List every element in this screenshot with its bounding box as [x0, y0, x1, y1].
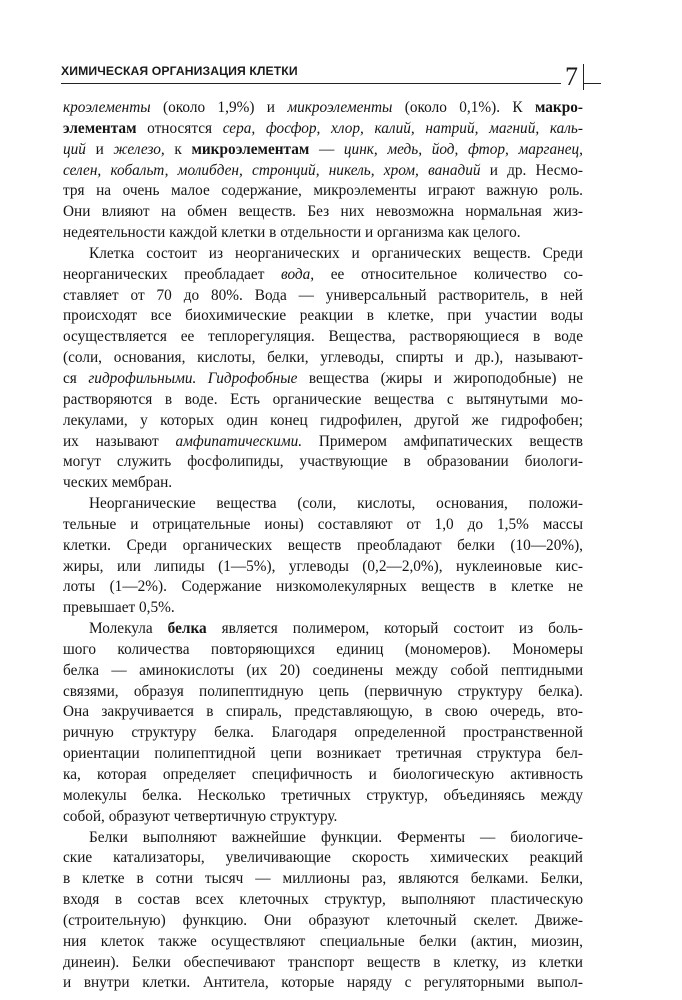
paragraph [63, 244, 583, 494]
text-line [63, 515, 583, 536]
text-run: (соли, основания, кислоты, белки, углеводы, спирты и др.), называют- [63, 349, 583, 367]
text-line [63, 682, 583, 703]
text-run: в клетке в сотни тысяч — миллионы раз, являются белками. Белки, [63, 870, 583, 888]
text-line [63, 452, 583, 473]
text-run: и др. Несмо- [480, 161, 583, 179]
page-number-divider [583, 64, 584, 90]
text-run: лоты (1—2%). Содержание низкомолекулярных веществ в клетке не [63, 578, 583, 596]
text-run: ские катализаторы, увеличивающие скорость химических реакций [63, 849, 583, 867]
text-run: лекулами, у которых один конец гидрофилен, другой же гидрофобен; [63, 411, 583, 429]
text-run: (около 0,1%). К [392, 99, 535, 116]
text-run: клетки. Среди органических веществ преобладают белки (10—20%), [63, 536, 583, 554]
text-run: к [164, 140, 192, 158]
text-run: жиры, или липиды (1—5%), углеводы (0,2—2,0%), нуклеиновые кис- [63, 557, 583, 575]
text-line [63, 828, 583, 849]
text-line [63, 202, 583, 223]
text-run: превышает 0,5%. [63, 599, 175, 617]
text-line [63, 598, 583, 619]
text-run: молекулы белка. Несколько третичных структур, объединяясь между [63, 786, 583, 804]
text-line [63, 848, 583, 869]
text-line [63, 265, 583, 286]
text-run: вещества (жиры и жироподобные) не [297, 369, 583, 387]
text-line [63, 577, 583, 598]
text-run: ка, которая определяет специфичность и биологическую активность [63, 766, 583, 783]
bold-term: элементам [63, 119, 137, 137]
text-line [63, 911, 583, 932]
text-run: ческих мембран. [63, 474, 173, 492]
text-run: собой, образуют четвертичную структуру. [63, 807, 338, 825]
text-line [63, 640, 583, 661]
text-run: Она закручивается в спираль, представляющую, в свою очередь, вто- [63, 703, 583, 721]
text-run: недеятельности каждой клетки в отдельности и организма как целого. [63, 224, 521, 242]
text-run: Белки выполняют важнейшие функции. Ферменты — биологиче- [89, 828, 583, 846]
text-line [63, 369, 583, 390]
running-header [61, 62, 601, 92]
italic-term: микроэлементы [287, 99, 393, 116]
paragraph [63, 828, 583, 995]
italic-term: селен, кобальт, молибден, стронций, никель, хром, ванадий [63, 161, 481, 179]
text-run: и внутри клетки. Антитела, которые наряду с регуляторными выпол- [63, 974, 583, 992]
text-line [63, 473, 583, 494]
text-run: (около 1,9%) и [150, 99, 288, 116]
text-line [63, 390, 583, 411]
text-run: Клетка состоит из неорганических и органических веществ. Среди [89, 244, 583, 262]
text-line [63, 869, 583, 890]
text-line [63, 306, 583, 327]
text-run: тельные и отрицательные ионы) составляют от 1,0 до 1,5% массы [63, 515, 583, 533]
paragraph [63, 98, 583, 244]
italic-term: гидрофильными. Гидрофобные [88, 369, 298, 387]
text-run: является полимером, который состоит из боль- [206, 620, 584, 638]
text-line [63, 953, 583, 974]
text-run: ния клеток также осуществляют специальные белки (актин, миозин, [63, 932, 583, 950]
text-run: ставляет от 70 до 80%. Вода — универсальный растворитель, в ней [63, 286, 583, 304]
text-line [63, 661, 583, 682]
text-line [63, 619, 583, 640]
italic-term: сера, фосфор, хлор, калий, натрий, магний, каль- [222, 119, 583, 137]
text-run: шого количества повторяющихся единиц (мономеров). Мономеры [63, 640, 583, 658]
chapter-title: ХИМИЧЕСКАЯ ОРГАНИЗАЦИЯ КЛЕТКИ [61, 64, 298, 78]
text-run: (строительную) функцию. Они образуют клеточный скелет. Движе- [63, 911, 583, 929]
italic-term: цинк, медь, йод, фтор, марганец, [343, 140, 583, 158]
text-run: неорганических преобладает [63, 265, 282, 283]
text-line [63, 244, 583, 265]
text-run: могут служить фосфолипиды, участвующие в образовании биологи- [63, 453, 583, 471]
italic-term: железо, [113, 140, 165, 158]
text-run: осуществляется ее теплорегуляция. Вещества, растворяющиеся в воде [63, 328, 583, 346]
text-line [63, 536, 583, 557]
text-run: Они влияют на обмен веществ. Без них невозможна нормальная жиз- [63, 203, 583, 221]
text-run: Примером амфипатических веществ [302, 432, 583, 450]
text-line [63, 765, 583, 786]
text-line [63, 744, 583, 765]
text-line [63, 327, 583, 348]
body-text [63, 98, 583, 994]
text-line [63, 140, 583, 161]
text-run: растворяются в воде. Есть органические вещества с вытянутыми мо- [63, 390, 583, 408]
text-line [63, 973, 583, 994]
text-line [63, 432, 583, 453]
text-run: ричную структуру белка. Благодаря определенной пространственной [63, 724, 583, 742]
text-line [63, 98, 583, 119]
text-run: относятся [136, 119, 223, 137]
text-line [63, 807, 583, 828]
italic-term: амфипатическими. [175, 432, 303, 450]
text-line [63, 723, 583, 744]
text-run: белка — аминокислоты (их 20) соединены между собой пептидными [63, 661, 583, 679]
text-line [63, 348, 583, 369]
text-run: связями, образуя полипептидную цепь (первичную структуру белка). [63, 682, 583, 700]
page-number-rule [583, 83, 601, 84]
text-line [63, 223, 583, 244]
text-line [63, 181, 583, 202]
text-run: происходят все биохимические реакции в клетке, при участии воды [63, 307, 583, 325]
text-run: ее относительное количество со- [314, 265, 584, 283]
text-run: Неорганические вещества (соли, кислоты, основания, положи- [89, 495, 583, 513]
bold-term: микроэлементам [191, 140, 310, 158]
text-line [63, 119, 583, 140]
text-run: входя в состав всех клеточных структур, выполняют пластическую [63, 891, 583, 909]
text-line [63, 702, 583, 723]
text-run: ся [63, 369, 89, 387]
text-run: тря на очень малое содержание, микроэлементы играют важную роль. [63, 182, 583, 200]
text-line [63, 557, 583, 578]
text-line [63, 890, 583, 911]
text-line [63, 932, 583, 953]
text-run: динеин). Белки обеспечивают транспорт веществ в клетку, из клетки [63, 953, 583, 971]
paragraph [63, 619, 583, 827]
text-line [63, 494, 583, 515]
text-line [63, 161, 583, 182]
text-run: — [309, 140, 344, 158]
text-line [63, 411, 583, 432]
paragraph [63, 494, 583, 619]
text-line [63, 286, 583, 307]
page-number: 7 [565, 62, 578, 91]
italic-term: кроэлементы [63, 99, 151, 116]
bold-term: макро- [534, 99, 583, 116]
text-run: Молекула [89, 620, 168, 638]
italic-term: ций [63, 140, 86, 158]
text-run: ориентации полипептидной цепи возникает третичная структура бел- [63, 745, 583, 763]
italic-term: вода, [281, 265, 315, 283]
text-run: их называют [63, 432, 176, 450]
text-run: и [85, 140, 114, 158]
text-line [63, 786, 583, 807]
header-rule [61, 83, 561, 84]
bold-term: белка [167, 620, 207, 638]
